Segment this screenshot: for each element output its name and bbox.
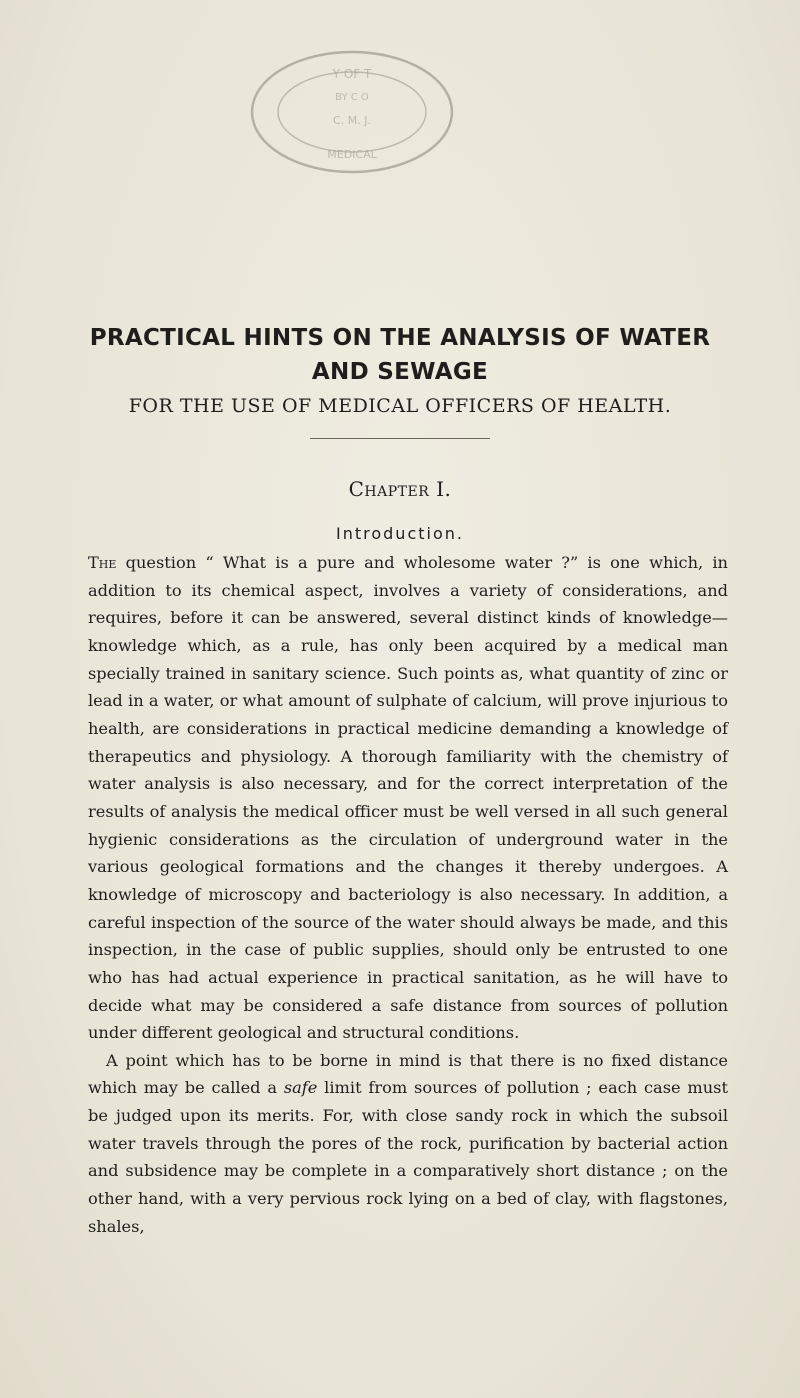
paragraph-lead: The bbox=[88, 553, 117, 572]
title-line-1: PRACTICAL HINTS ON THE ANALYSIS OF WATER bbox=[89, 325, 711, 351]
svg-text:C. M. J.: C. M. J. bbox=[333, 114, 371, 127]
body-text bbox=[88, 549, 728, 1240]
paragraph-2-before: A point which has to be borne in mind is that there is no fixed distance which may be called a bbox=[88, 1050, 728, 1098]
divider-rule bbox=[310, 438, 490, 439]
paragraph-2 bbox=[88, 1047, 728, 1241]
svg-text:Y OF T: Y OF T bbox=[332, 67, 372, 81]
library-stamp-icon bbox=[240, 40, 465, 185]
chapter-heading bbox=[40, 476, 760, 502]
emphasis-safe: safe bbox=[283, 1078, 318, 1098]
section-heading: Introduction. bbox=[336, 524, 464, 543]
svg-text:BY C O: BY C O bbox=[335, 92, 369, 103]
svg-text:MEDICAL: MEDICAL bbox=[327, 148, 377, 161]
paragraph-1-text: question “ What is a pure and wholesome water ?” is one which, in addition to its chemical aspect, involves a variety of considerations, and requires, before it can be answered, several distinct kinds of knowledge—knowledge which, as a rule, has only been acquired by a medical man specially trained in sanitary science. Such points as, what quantity of zinc or lead in a water, or what amount of sulphate of calcium, will prove injurious to health, are considerations in practical medicine demanding a knowledge of therapeutics and physiology. A thorough familiarity with the chemistry of water analysis is also necessary, and for the correct interpretation of the results of analysis the medical officer must be well versed in all such general hygienic considerations as the circulation of underground water in the various geological formations and the changes it thereby undergoes. A knowledge of microscopy and bacteriology is also necessary. In addition, a careful inspection of the source of the water should always be made, and this inspection, in the case of public supplies, should only be entrusted to one who has had actual experience in practical sanitation, as he will have to decide what may be considered a safe distance from sources of pollution under different geological and structural conditions. bbox=[88, 553, 728, 1043]
paragraph-2-after: limit from sources of pollution ; each case must be judged upon its merits. For, with close sandy rock in which the subsoil water travels through the pores of the rock, purification by bacterial action and subsidence may be complete in a comparatively short distance ; on the other hand, with a very pervious rock lying on a bed of clay, with flagstones, shales, bbox=[88, 1078, 728, 1236]
subtitle: FOR THE USE OF MEDICAL OFFICERS OF HEALTH. bbox=[128, 395, 672, 417]
chapter-label: Chapter I. bbox=[348, 477, 452, 501]
paragraph-1 bbox=[88, 549, 728, 1047]
title-line-2: AND SEWAGE bbox=[311, 359, 489, 385]
